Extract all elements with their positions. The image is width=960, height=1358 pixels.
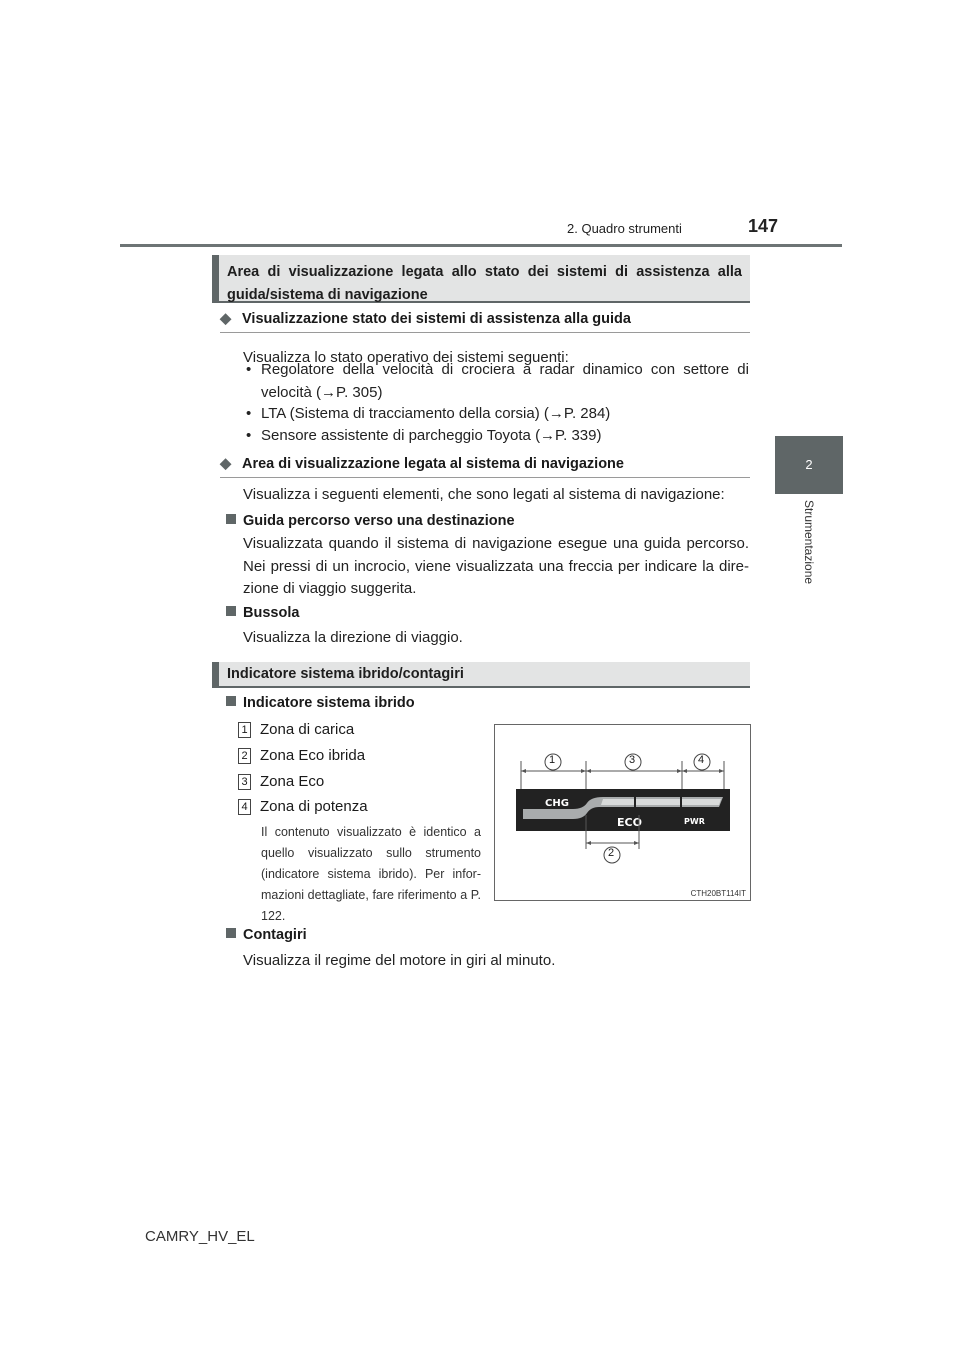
callout-3: 3	[629, 754, 636, 766]
running-header-section: 2. Quadro strumenti	[567, 221, 682, 236]
zone-item	[238, 798, 368, 815]
callout-1: 1	[549, 754, 556, 766]
square-bullet-icon	[226, 606, 236, 616]
callout-4: 4	[698, 754, 705, 766]
item-heading-compass	[226, 605, 299, 621]
hybrid-indicator-illustration	[495, 725, 750, 900]
zone-label: Zona Eco	[260, 773, 325, 790]
chg-label: CHG	[545, 798, 569, 809]
figure-code: CTH20BT114IT	[690, 889, 746, 898]
subheading-navigation	[220, 456, 750, 478]
item-heading-text: Guida percorso verso una destinazione	[243, 513, 515, 529]
diamond-icon: ◆	[220, 456, 232, 472]
section-heading-line2: guida/sistema di navigazione	[227, 287, 428, 303]
callout-number: 2	[238, 748, 251, 764]
paragraph-route: Visualizzata quando il sistema di navigazione esegue una guida percorso. Nei pressi di un incrocio, viene visualizzata una freccia per indicare la dire-zione di viaggio suggerita.	[243, 535, 749, 597]
header-rule	[120, 244, 842, 247]
subheading-text: Area di visualizzazione legata al sistema di navigazione	[242, 456, 624, 472]
zone-item	[238, 747, 365, 764]
item-heading-hybrid	[226, 695, 415, 711]
paragraph-tachometer: Visualizza il regime del motore in giri al minuto.	[243, 952, 556, 969]
section-heading-line1: Area di visualizzazione legata allo stato dei sistemi di assistenza alla	[227, 264, 742, 280]
callout-number: 4	[238, 799, 251, 815]
square-bullet-icon	[226, 514, 236, 524]
zone-label: Zona di potenza	[260, 798, 368, 815]
bullet-icon: •	[246, 405, 252, 422]
zone-label: Zona Eco ibrida	[260, 747, 366, 764]
bullet-text: Regolatore della velocità di crociera a radar dinamico con settore di velocità (→P. 305)	[261, 361, 749, 401]
subheading-assist-status	[220, 311, 750, 333]
square-bullet-icon	[226, 928, 236, 938]
zone-label: Zona di carica	[260, 721, 355, 738]
paragraph-intro: Visualizza i seguenti elementi, che sono legati al sistema di navigazione:	[243, 486, 725, 503]
subheading-text: Visualizzazione stato dei sistemi di assistenza alla guida	[242, 311, 631, 327]
page-number: 147	[748, 216, 779, 236]
chapter-tab: 2	[775, 436, 843, 494]
bullet-text: Sensore assistente di parcheggio Toyota (→P. 339)	[261, 427, 602, 444]
footer-model: CAMRY_HV_EL	[145, 1228, 255, 1245]
bullet-icon: •	[246, 361, 252, 378]
bullet-item	[246, 359, 749, 404]
zone-item	[238, 721, 354, 738]
eco-label: ECO	[617, 816, 642, 829]
bullet-item	[246, 425, 749, 448]
item-heading-text: Indicatore sistema ibrido	[243, 695, 415, 711]
paragraph-compass: Visualizza la direzione di viaggio.	[243, 629, 463, 646]
diamond-icon: ◆	[220, 311, 232, 327]
item-heading-text: Bussola	[243, 605, 300, 621]
square-bullet-icon	[226, 696, 236, 706]
hybrid-indicator-figure	[494, 724, 751, 901]
chapter-label	[775, 500, 843, 610]
paragraph-intro: Visualizza lo stato operativo dei sistemi seguenti:	[243, 349, 569, 366]
zone-item	[238, 773, 324, 790]
chapter-label-text: Strumentazione	[802, 500, 816, 585]
item-heading-route	[226, 513, 515, 529]
section-heading-assist-nav	[212, 255, 750, 303]
bullet-item	[246, 403, 749, 426]
callout-2: 2	[608, 847, 615, 859]
bullet-icon: •	[246, 427, 252, 444]
callout-number: 1	[238, 722, 251, 738]
note-text: Il contenuto visualizzato è identico a quello visualizzato sullo strumento (indicatore sistema ibrido). Per infor-mazioni dettagliate, fare riferimento a P. 122.	[261, 825, 481, 923]
callout-number: 3	[238, 774, 251, 790]
item-heading-tachometer	[226, 927, 307, 943]
pwr-label: PWR	[684, 817, 705, 826]
bullet-text: LTA (Sistema di tracciamento della corsia) (→P. 284)	[261, 405, 611, 422]
item-heading-text: Contagiri	[243, 927, 307, 943]
section-heading-hybrid: Indicatore sistema ibrido/contagiri	[212, 662, 750, 688]
